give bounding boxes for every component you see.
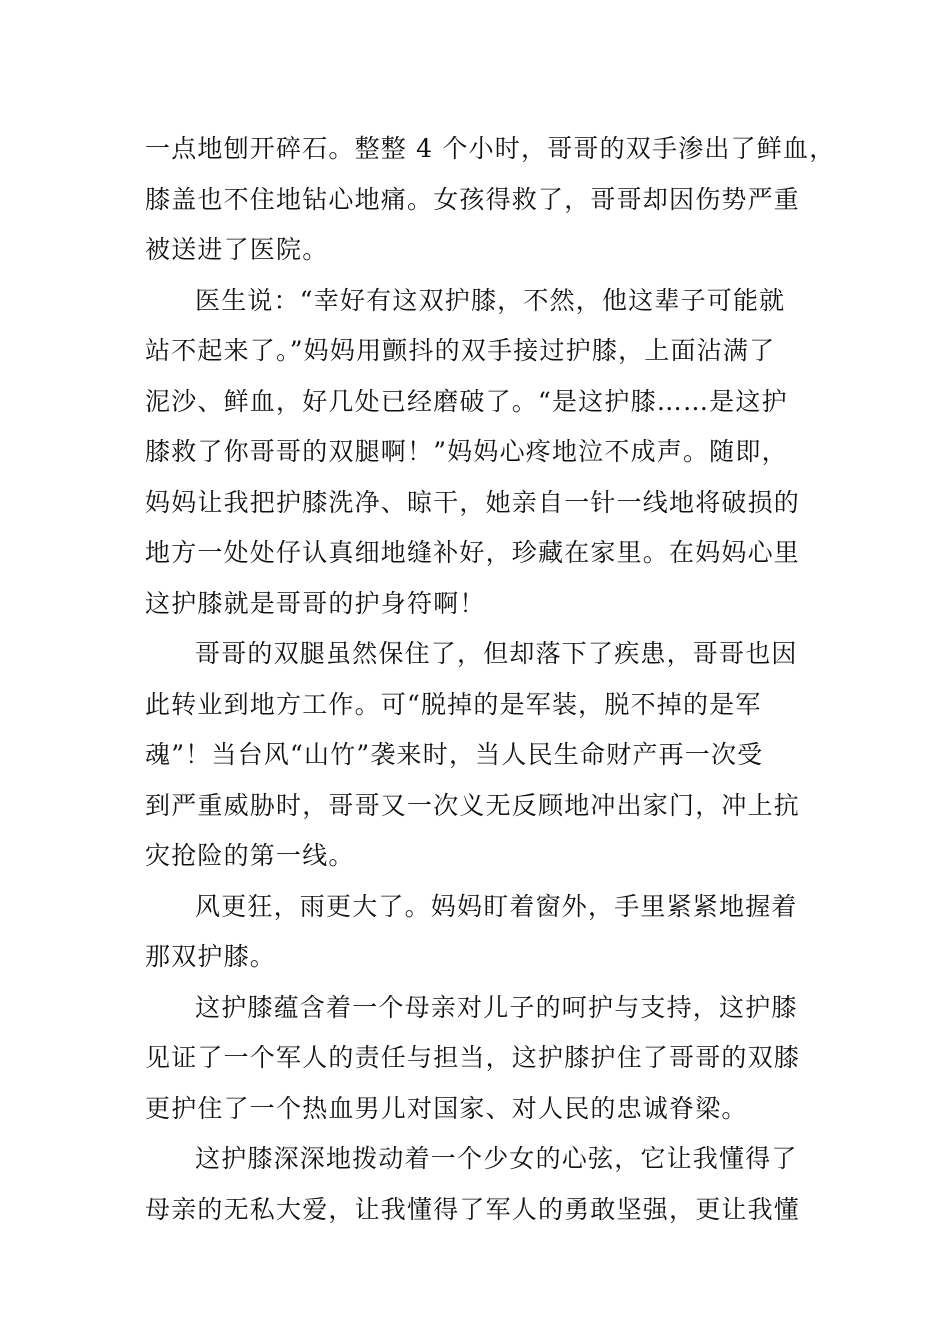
text-line: 风更狂，雨更大了。妈妈盯着窗外，手里紧紧地握着 xyxy=(195,891,798,921)
text-line: 膝救了你哥哥的双腿啊！”妈妈心疼地泣不成声。随即， xyxy=(145,437,788,466)
text-line: 妈妈让我把护膝洗净、晾干，她亲自一针一线地将破损的 xyxy=(145,487,801,517)
body-text xyxy=(145,124,836,1235)
text-line: 地方一处处仔认真细地缝补好，珍藏在家里。在妈妈心里 xyxy=(145,538,801,567)
text-line: 那双护膝。 xyxy=(145,942,277,971)
text-line: 更护住了一个热血男儿对国家、对人民的忠诚脊梁。 xyxy=(145,1093,748,1123)
text-line: 此转业到地方工作。可“脱掉的是军装，脱不掉的是军 xyxy=(145,689,762,719)
text-line: 这护膝蕴含着一个母亲对儿子的呵护与支持，这护膝 xyxy=(195,992,798,1022)
text-line: 被送进了医院。 xyxy=(145,235,329,264)
text-line: 一点地刨开碎石。整整 4 个小时，哥哥的双手渗出了鲜血， xyxy=(145,134,836,163)
text-line: 到严重威胁时，哥哥又一次义无反顾地冲出家门，冲上抗 xyxy=(145,790,801,820)
text-line: 膝盖也不住地钻心地痛。女孩得救了，哥哥却因伤势严重 xyxy=(145,184,801,214)
text-line: 见证了一个军人的责任与担当，这护膝护住了哥哥的双膝 xyxy=(145,1043,801,1072)
text-line: 这护膝就是哥哥的护身符啊！ xyxy=(145,588,486,618)
text-line: 这护膝深深地拨动着一个少女的心弦，它让我懂得了 xyxy=(195,1144,798,1173)
text-line: 医生说：“幸好有这双护膝，不然，他这辈子可能就 xyxy=(195,285,786,315)
text-line: 魂”！当台风“山竹”袭来时，当人民生命财产再一次受 xyxy=(145,740,764,769)
text-line: 灾抢险的第一线。 xyxy=(145,841,355,870)
text-line: 泥沙、鲜血，好几处已经磨破了。“是这护膝……是这护 xyxy=(145,386,788,416)
text-line: 哥哥的双腿虽然保住了，但却落下了疾患，哥哥也因 xyxy=(195,639,798,668)
text-line: 母亲的无私大爱，让我懂得了军人的勇敢坚强，更让我懂 xyxy=(145,1194,801,1224)
text-line: 站不起来了。”妈妈用颤抖的双手接过护膝，上面沾满了 xyxy=(145,336,776,365)
